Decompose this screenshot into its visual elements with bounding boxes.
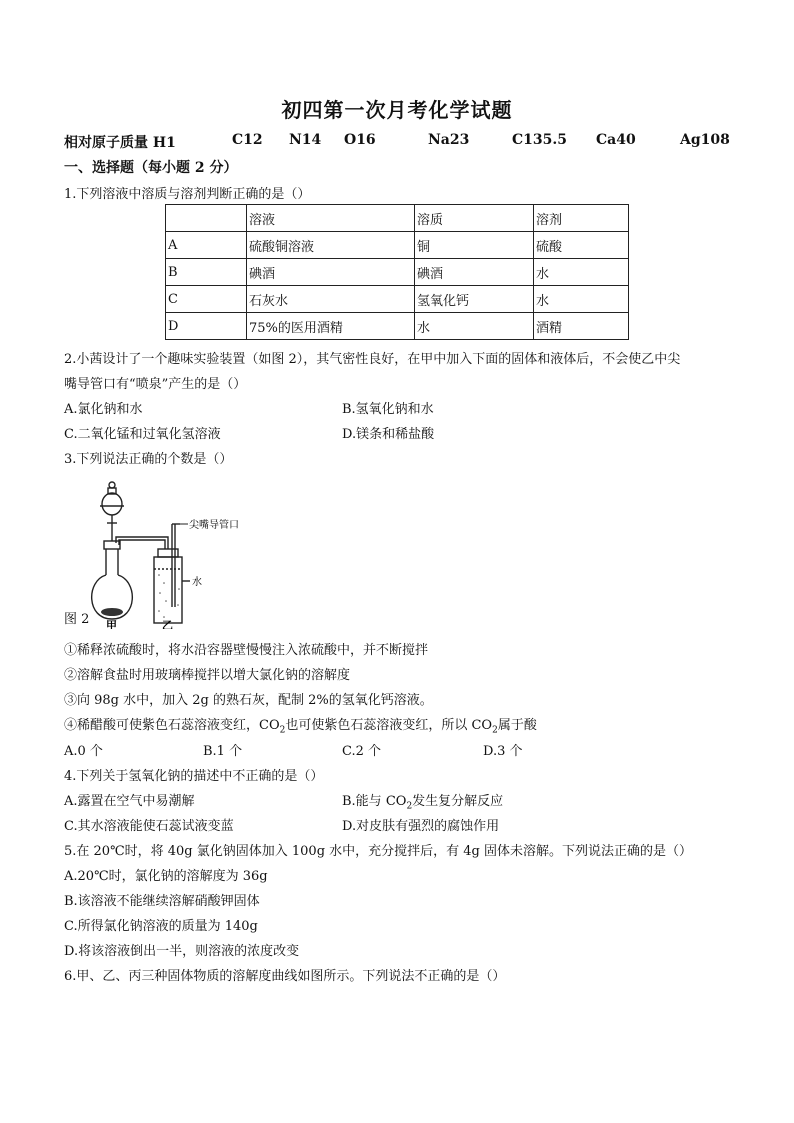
table-cell: 溶剂 <box>534 205 629 232</box>
section-heading: 一、选择题（每小题 2 分） <box>64 160 238 176</box>
q5-option-d: D.将该溶液倒出一半，则溶液的浓度改变 <box>64 944 300 959</box>
mass-ag: Ag108 <box>680 132 730 148</box>
q3-statement-3: ③向 98g 水中，加入 2g 的熟石灰，配制 2%的氢氧化钙溶液。 <box>64 693 433 708</box>
table-row <box>166 313 629 340</box>
mass-n: N14 <box>289 132 322 148</box>
label-yi: 乙 <box>162 619 173 629</box>
q4-option-b: B.能与 $CO_2$发生复分解反应 <box>342 794 504 812</box>
q4-option-a: A.露置在空气中易潮解 <box>64 794 195 809</box>
table-cell: 硫酸铜溶液 <box>247 232 415 259</box>
q2-option-d: D.镁条和稀盐酸 <box>342 427 435 442</box>
table-cell: 水 <box>534 286 629 313</box>
apparatus-diagram <box>64 479 254 629</box>
q4-stem: 4.下列关于氢氧化钠的描述中不正确的是（） <box>64 769 324 784</box>
q3-option-c: C.2 个 <box>342 744 382 759</box>
table-row <box>166 232 629 259</box>
mass-ca: Ca40 <box>596 132 636 148</box>
atomic-masses <box>64 132 744 152</box>
q5-stem: 5.在 20℃时，将 40g 氯化钠固体加入 100g 水中，充分搅拌后，有 4g 固体未溶解。下列说法正确的是（） <box>64 844 693 859</box>
table-cell: 碘酒 <box>415 259 534 286</box>
table-row <box>166 259 629 286</box>
table-cell: A <box>166 232 247 259</box>
table-cell: 水 <box>534 259 629 286</box>
table-cell: 酒精 <box>534 313 629 340</box>
table-cell: 水 <box>415 313 534 340</box>
table-cell: B <box>166 259 247 286</box>
table-cell: 溶液 <box>247 205 415 232</box>
q6-stem: 6.甲、乙、丙三种固体物质的溶解度曲线如图所示。下列说法不正确的是（） <box>64 969 506 984</box>
q5-option-a: A.20℃时，氯化钠的溶解度为 36g <box>64 869 268 884</box>
table-cell: 铜 <box>415 232 534 259</box>
table-cell: D <box>166 313 247 340</box>
table-cell: C <box>166 286 247 313</box>
table-cell: 75%的医用酒精 <box>247 313 415 340</box>
apparatus-figure <box>64 479 254 629</box>
table-cell: 溶质 <box>415 205 534 232</box>
q5-option-b: B.该溶液不能继续溶解硝酸钾固体 <box>64 894 260 909</box>
mass-cl: C135.5 <box>512 132 567 148</box>
table-cell: 碘酒 <box>247 259 415 286</box>
table-cell: 硫酸 <box>534 232 629 259</box>
q1-stem: 1.下列溶液中溶质与溶剂判断正确的是（） <box>64 187 311 202</box>
figure-caption: 图 2 <box>64 612 90 627</box>
q2-stem-line1: 2.小茜设计了一个趣味实验装置（如图 2），其气密性良好，在甲中加入下面的固体和液体后，不会使乙中尖 <box>64 352 681 367</box>
q4-option-c: C.其水溶液能使石蕊试液变蓝 <box>64 819 234 834</box>
mass-label-h: 相对原子质量 H1 <box>64 135 176 151</box>
q1-table <box>165 204 629 340</box>
q5-option-c: C.所得氯化钠溶液的质量为 140g <box>64 919 258 934</box>
q3-option-d: D.3 个 <box>483 744 523 759</box>
label-water: 水 <box>192 577 202 588</box>
q3-option-b: B.1 个 <box>203 744 243 759</box>
q2-option-a: A.氯化钠和水 <box>64 402 143 417</box>
q2-option-b: B.氢氧化钠和水 <box>342 402 434 417</box>
table-row <box>166 286 629 313</box>
label-jia: 甲 <box>106 619 117 629</box>
q4-option-d: D.对皮肤有强烈的腐蚀作用 <box>342 819 500 834</box>
table-cell: 石灰水 <box>247 286 415 313</box>
table-cell <box>166 205 247 232</box>
table-cell: 氢氧化钙 <box>415 286 534 313</box>
label-tube: 尖嘴导管口 <box>189 520 239 531</box>
q2-option-c: C.二氧化锰和过氧化氢溶液 <box>64 427 221 442</box>
page-title: 初四第一次月考化学试题 <box>281 98 513 122</box>
q3-option-a: A.0 个 <box>64 744 103 759</box>
table-row <box>166 205 629 232</box>
mass-na: Na23 <box>428 132 470 148</box>
q3-statement-2: ②溶解食盐时用玻璃棒搅拌以增大氯化钠的溶解度 <box>64 668 351 683</box>
q3-stem: 3.下列说法正确的个数是（） <box>64 452 233 467</box>
mass-o: O16 <box>344 132 376 148</box>
mass-c: C12 <box>232 132 263 148</box>
q2-stem-line2: 嘴导管口有“喷泉”产生的是（） <box>64 377 247 392</box>
q3-statement-4: ④稀醋酸可使紫色石蕊溶液变红，$CO_2$也可使紫色石蕊溶液变红，所以 $CO_2$属于酸 <box>64 718 537 736</box>
q3-statement-1: ①稀释浓硫酸时，将水沿容器壁慢慢注入浓硫酸中，并不断搅拌 <box>64 643 429 658</box>
